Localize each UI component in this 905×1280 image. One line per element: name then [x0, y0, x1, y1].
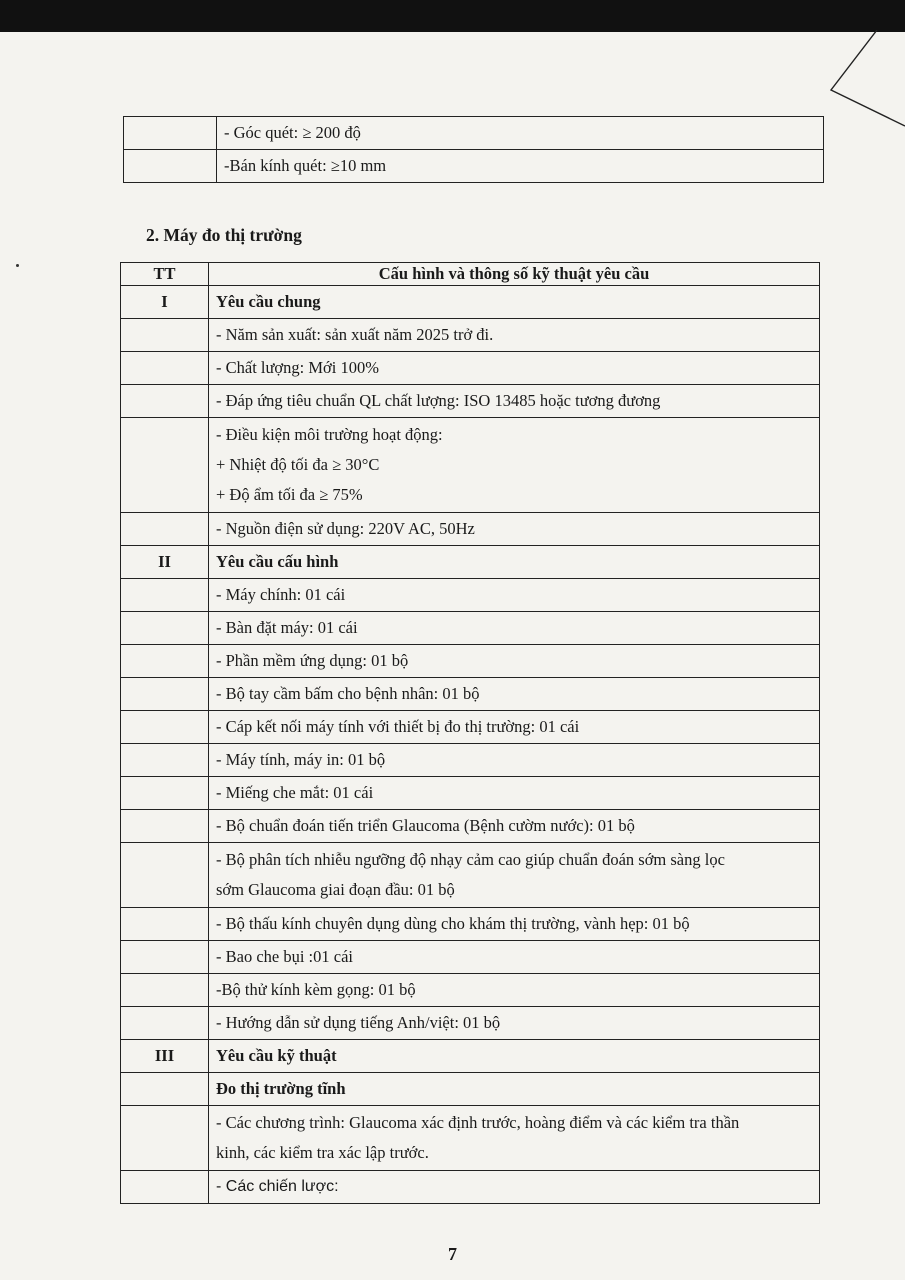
- row-number: II: [121, 546, 209, 579]
- row-number: [121, 319, 209, 352]
- row-number: [121, 843, 209, 908]
- row-number: [121, 777, 209, 810]
- spec-line: sớm Glaucoma giai đoạn đầu: 01 bộ: [216, 880, 455, 899]
- row-number: [121, 1073, 209, 1106]
- row-spec-text: - Chất lượng: Mới 100%: [209, 352, 820, 385]
- row-number: [121, 612, 209, 645]
- table-row: [121, 1073, 820, 1106]
- row-spec-text: [209, 1106, 820, 1171]
- row-number: [121, 645, 209, 678]
- table-row: [121, 908, 820, 941]
- scan-speck: [16, 264, 19, 267]
- row-number: [121, 418, 209, 513]
- table-row: [124, 117, 824, 150]
- spec-line: - Bộ phân tích nhiễu ngưỡng độ nhạy cảm cao giúp chuẩn đoán sớm sàng lọc: [216, 850, 725, 869]
- row-number: [121, 711, 209, 744]
- row-spec-text: - Bộ chuẩn đoán tiến triển Glaucoma (Bệnh cườm nước): 01 bộ: [209, 810, 820, 843]
- row-number: [124, 150, 217, 183]
- row-number: [121, 744, 209, 777]
- table-row: [121, 645, 820, 678]
- row-number: I: [121, 286, 209, 319]
- row-number: [121, 678, 209, 711]
- row-spec-text: -Bộ thử kính kèm gọng: 01 bộ: [209, 974, 820, 1007]
- row-spec-text: [209, 843, 820, 908]
- row-spec-text: - Năm sản xuất: sản xuất năm 2025 trở đi.: [209, 319, 820, 352]
- table-row: [121, 941, 820, 974]
- table-row: [121, 385, 820, 418]
- row-number: [121, 810, 209, 843]
- row-spec-text: - Phần mềm ứng dụng: 01 bộ: [209, 645, 820, 678]
- page-number: 7: [448, 1244, 457, 1264]
- row-spec-text: - Máy tính, máy in: 01 bộ: [209, 744, 820, 777]
- row-number: III: [121, 1040, 209, 1073]
- table-row: [121, 546, 820, 579]
- row-spec-text: - Máy chính: 01 cái: [209, 579, 820, 612]
- row-spec-text: - Bộ tay cầm bấm cho bệnh nhân: 01 bộ: [209, 678, 820, 711]
- row-spec-text: Yêu cầu chung: [209, 286, 820, 319]
- table-row: [121, 1007, 820, 1040]
- row-spec-text: [209, 418, 820, 513]
- row-number: [121, 1007, 209, 1040]
- row-number: [121, 579, 209, 612]
- table-row: [121, 1106, 820, 1171]
- spec-line: + Nhiệt độ tối đa ≥ 30°C: [216, 455, 380, 474]
- row-spec-text: Đo thị trường tĩnh: [209, 1073, 820, 1106]
- table-header-row: [121, 263, 820, 286]
- table-row: [121, 513, 820, 546]
- row-number: [121, 974, 209, 1007]
- row-spec-text: - Các chiến lược:: [209, 1171, 820, 1204]
- row-spec-text: - Bao che bụi :01 cái: [209, 941, 820, 974]
- table-row: [121, 810, 820, 843]
- table-row: [124, 150, 824, 183]
- row-spec-text: - Hướng dẫn sử dụng tiếng Anh/việt: 01 bộ: [209, 1007, 820, 1040]
- section-title: 2. Máy đo thị trường: [146, 225, 302, 245]
- row-number: [124, 117, 217, 150]
- row-number: [121, 908, 209, 941]
- table-row: [121, 579, 820, 612]
- table-row: [121, 711, 820, 744]
- row-spec-text: - Nguồn điện sử dụng: 220V AC, 50Hz: [209, 513, 820, 546]
- table-row: [121, 418, 820, 513]
- table-row: [121, 612, 820, 645]
- table-row: [121, 777, 820, 810]
- table-row: [121, 319, 820, 352]
- table-row: [121, 678, 820, 711]
- spec-line: - Các chương trình: Glaucoma xác định trước, hoàng điểm và các kiểm tra thần: [216, 1113, 740, 1132]
- scan-top-border: [0, 0, 905, 32]
- table-row: [121, 974, 820, 1007]
- visual-field-spec-table: [120, 262, 820, 1204]
- row-spec-text: - Cáp kết nối máy tính với thiết bị đo thị trường: 01 cái: [209, 711, 820, 744]
- row-number: [121, 385, 209, 418]
- table-row: [121, 286, 820, 319]
- spec-line: kinh, các kiểm tra xác lập trước.: [216, 1143, 429, 1162]
- spec-line: - Điều kiện môi trường hoạt động:: [216, 425, 443, 444]
- row-spec-text: - Bộ thấu kính chuyên dụng dùng cho khám thị trường, vành hẹp: 01 bộ: [209, 908, 820, 941]
- row-spec-text: - Bàn đặt máy: 01 cái: [209, 612, 820, 645]
- row-number: [121, 1106, 209, 1171]
- row-number: [121, 513, 209, 546]
- row-number: [121, 941, 209, 974]
- row-spec-text: Yêu cầu kỹ thuật: [209, 1040, 820, 1073]
- header-spec: Cấu hình và thông số kỹ thuật yêu cầu: [209, 263, 820, 286]
- table-row: [121, 744, 820, 777]
- row-spec-text: - Góc quét: ≥ 200 độ: [217, 117, 824, 150]
- table-row: [121, 1040, 820, 1073]
- continued-spec-table: [123, 116, 824, 183]
- spec-line: + Độ ẩm tối đa ≥ 75%: [216, 485, 363, 504]
- page-corner-fold: [825, 30, 905, 140]
- row-spec-text: -Bán kính quét: ≥10 mm: [217, 150, 824, 183]
- table-row: [121, 1171, 820, 1204]
- row-spec-text: Yêu cầu cấu hình: [209, 546, 820, 579]
- row-spec-text: - Đáp ứng tiêu chuẩn QL chất lượng: ISO 13485 hoặc tương đương: [209, 385, 820, 418]
- table-row: [121, 352, 820, 385]
- header-no: TT: [121, 263, 209, 286]
- row-number: [121, 352, 209, 385]
- row-spec-text: - Miếng che mắt: 01 cái: [209, 777, 820, 810]
- row-number: [121, 1171, 209, 1204]
- table-row: [121, 843, 820, 908]
